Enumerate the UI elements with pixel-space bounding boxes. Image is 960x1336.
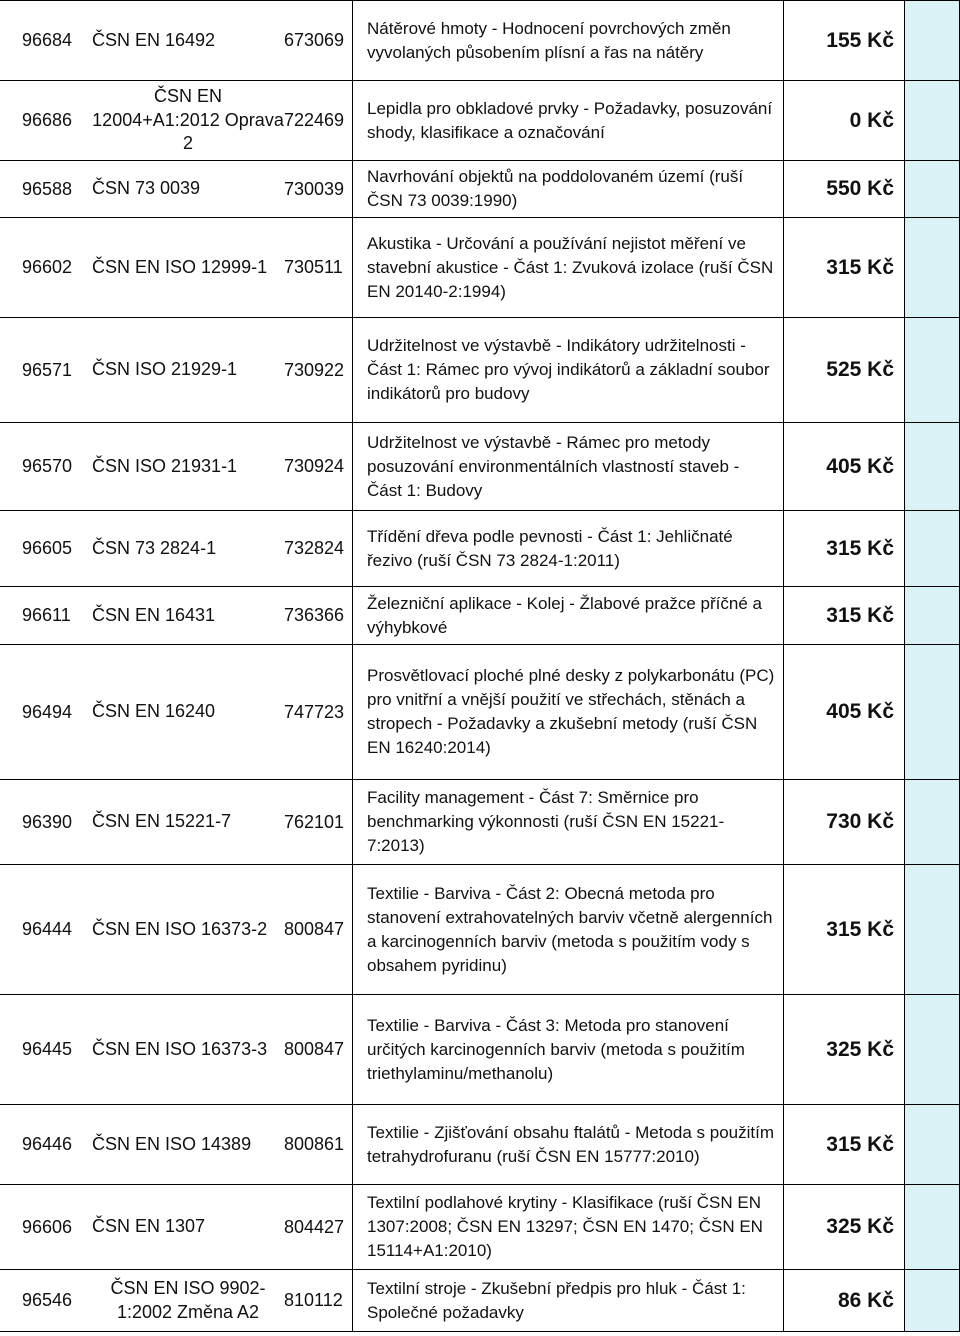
row-standard: ČSN EN 16240 — [92, 645, 284, 780]
row-description: Lepidla pro obkladové prvky - Požadavky, posuzování shody, klasifikace a označování — [353, 81, 784, 161]
row-id: 96605 — [0, 511, 92, 587]
row-price: 730 Kč — [784, 780, 905, 865]
row-input-cell[interactable] — [905, 587, 960, 645]
row-price: 405 Kč — [784, 645, 905, 780]
row-price: 325 Kč — [784, 995, 905, 1105]
row-id: 96390 — [0, 780, 92, 865]
row-catalog-number: 800861 — [284, 1105, 353, 1185]
row-description: Prosvětlovací ploché plné desky z polykarbonátu (PC) pro vnitřní a vnější použití ve střechách, stěnách a stropech - Požadavky a zkušební metody (ruší ČSN EN 16240:2014) — [353, 645, 784, 780]
row-catalog-number: 762101 — [284, 780, 353, 865]
table-row — [0, 1105, 960, 1185]
row-description: Udržitelnost ve výstavbě - Rámec pro metody posuzování environmentálních vlastností staveb - Část 1: Budovy — [353, 423, 784, 511]
row-price: 550 Kč — [784, 161, 905, 218]
row-catalog-number: 673069 — [284, 1, 353, 81]
row-description: Udržitelnost ve výstavbě - Indikátory udržitelnosti - Část 1: Rámec pro vývoj indikátorů a základní soubor indikátorů pro budovy — [353, 318, 784, 423]
row-price: 315 Kč — [784, 865, 905, 995]
row-standard: ČSN 73 2824-1 — [92, 511, 284, 587]
row-catalog-number: 747723 — [284, 645, 353, 780]
row-price: 315 Kč — [784, 218, 905, 318]
row-input-cell[interactable] — [905, 81, 960, 161]
row-catalog-number: 736366 — [284, 587, 353, 645]
row-standard: ČSN ISO 21931-1 — [92, 423, 284, 511]
table-row — [0, 780, 960, 865]
row-id: 96570 — [0, 423, 92, 511]
row-standard: ČSN ISO 21929-1 — [92, 318, 284, 423]
row-input-cell[interactable] — [905, 218, 960, 318]
row-standard: ČSN EN 15221-7 — [92, 780, 284, 865]
row-id: 96684 — [0, 1, 92, 81]
row-standard: ČSN EN ISO 12999-1 — [92, 218, 284, 318]
row-price: 405 Kč — [784, 423, 905, 511]
table-row — [0, 865, 960, 995]
row-id: 96546 — [0, 1270, 92, 1332]
row-input-cell[interactable] — [905, 1105, 960, 1185]
table-row — [0, 1, 960, 81]
row-catalog-number: 730039 — [284, 161, 353, 218]
row-standard: ČSN EN ISO 9902-1:2002 Změna A2 — [92, 1270, 284, 1332]
row-input-cell[interactable] — [905, 780, 960, 865]
row-input-cell[interactable] — [905, 423, 960, 511]
row-catalog-number: 730511 — [284, 218, 353, 318]
row-catalog-number: 810112 — [284, 1270, 353, 1332]
row-catalog-number: 800847 — [284, 865, 353, 995]
row-price: 325 Kč — [784, 1185, 905, 1270]
row-standard: ČSN EN ISO 16373-3 — [92, 995, 284, 1105]
row-catalog-number: 732824 — [284, 511, 353, 587]
row-id: 96494 — [0, 645, 92, 780]
row-description: Textilní podlahové krytiny - Klasifikace (ruší ČSN EN 1307:2008; ČSN EN 13297; ČSN EN 1470; ČSN EN 15114+A1:2010) — [353, 1185, 784, 1270]
row-id: 96571 — [0, 318, 92, 423]
row-description: Textilie - Barviva - Část 2: Obecná metoda pro stanovení extrahovatelných barviv včetně alergenních a karcinogenních barviv (metoda s použitím vody s obsahem pyridinu) — [353, 865, 784, 995]
row-id: 96444 — [0, 865, 92, 995]
row-price: 155 Kč — [784, 1, 905, 81]
row-standard: ČSN EN 16431 — [92, 587, 284, 645]
row-input-cell[interactable] — [905, 865, 960, 995]
row-price: 525 Kč — [784, 318, 905, 423]
row-price: 86 Kč — [784, 1270, 905, 1332]
row-id: 96606 — [0, 1185, 92, 1270]
row-description: Třídění dřeva podle pevnosti - Část 1: Jehličnaté řezivo (ruší ČSN 73 2824-1:2011) — [353, 511, 784, 587]
table-row — [0, 318, 960, 423]
row-description: Facility management - Část 7: Směrnice pro benchmarking výkonnosti (ruší ČSN EN 15221-7:2013) — [353, 780, 784, 865]
row-catalog-number: 722469 — [284, 81, 353, 161]
row-id: 96611 — [0, 587, 92, 645]
row-id: 96446 — [0, 1105, 92, 1185]
row-input-cell[interactable] — [905, 1270, 960, 1332]
row-input-cell[interactable] — [905, 1185, 960, 1270]
table-row — [0, 995, 960, 1105]
row-input-cell[interactable] — [905, 161, 960, 218]
row-standard: ČSN 73 0039 — [92, 161, 284, 218]
row-input-cell[interactable] — [905, 511, 960, 587]
row-description: Nátěrové hmoty - Hodnocení povrchových změn vyvolaných působením plísní a řas na nátěry — [353, 1, 784, 81]
table-row — [0, 161, 960, 218]
row-description: Textilie - Barviva - Část 3: Metoda pro stanovení určitých karcinogenních barviv (metoda s použitím triethylaminu/methanolu) — [353, 995, 784, 1105]
row-id: 96445 — [0, 995, 92, 1105]
row-standard: ČSN EN ISO 14389 — [92, 1105, 284, 1185]
row-price: 0 Kč — [784, 81, 905, 161]
row-standard: ČSN EN 12004+A1:2012 Oprava 2 — [92, 81, 284, 161]
row-input-cell[interactable] — [905, 995, 960, 1105]
row-catalog-number: 730924 — [284, 423, 353, 511]
table-row — [0, 423, 960, 511]
row-id: 96588 — [0, 161, 92, 218]
table-row — [0, 218, 960, 318]
row-price: 315 Kč — [784, 511, 905, 587]
row-description: Navrhování objektů na poddolovaném území (ruší ČSN 73 0039:1990) — [353, 161, 784, 218]
table-row — [0, 587, 960, 645]
table-row — [0, 81, 960, 161]
row-input-cell[interactable] — [905, 318, 960, 423]
row-description: Železniční aplikace - Kolej - Žlabové pražce příčné a výhybkové — [353, 587, 784, 645]
table-row — [0, 645, 960, 780]
row-description: Textilie - Zjišťování obsahu ftalátů - Metoda s použitím tetrahydrofuranu (ruší ČSN EN 15777:2010) — [353, 1105, 784, 1185]
row-description: Textilní stroje - Zkušební předpis pro hluk - Část 1: Společné požadavky — [353, 1270, 784, 1332]
row-id: 96602 — [0, 218, 92, 318]
row-input-cell[interactable] — [905, 645, 960, 780]
row-description: Akustika - Určování a používání nejistot měření ve stavební akustice - Část 1: Zvuková izolace (ruší ČSN EN 20140-2:1994) — [353, 218, 784, 318]
row-id: 96686 — [0, 81, 92, 161]
row-catalog-number: 730922 — [284, 318, 353, 423]
row-catalog-number: 800847 — [284, 995, 353, 1105]
table-row — [0, 1270, 960, 1332]
row-input-cell[interactable] — [905, 1, 960, 81]
row-standard: ČSN EN 16492 — [92, 1, 284, 81]
row-standard: ČSN EN 1307 — [92, 1185, 284, 1270]
row-catalog-number: 804427 — [284, 1185, 353, 1270]
row-price: 315 Kč — [784, 1105, 905, 1185]
row-standard: ČSN EN ISO 16373-2 — [92, 865, 284, 995]
table-row — [0, 1185, 960, 1270]
table-row — [0, 511, 960, 587]
row-price: 315 Kč — [784, 587, 905, 645]
